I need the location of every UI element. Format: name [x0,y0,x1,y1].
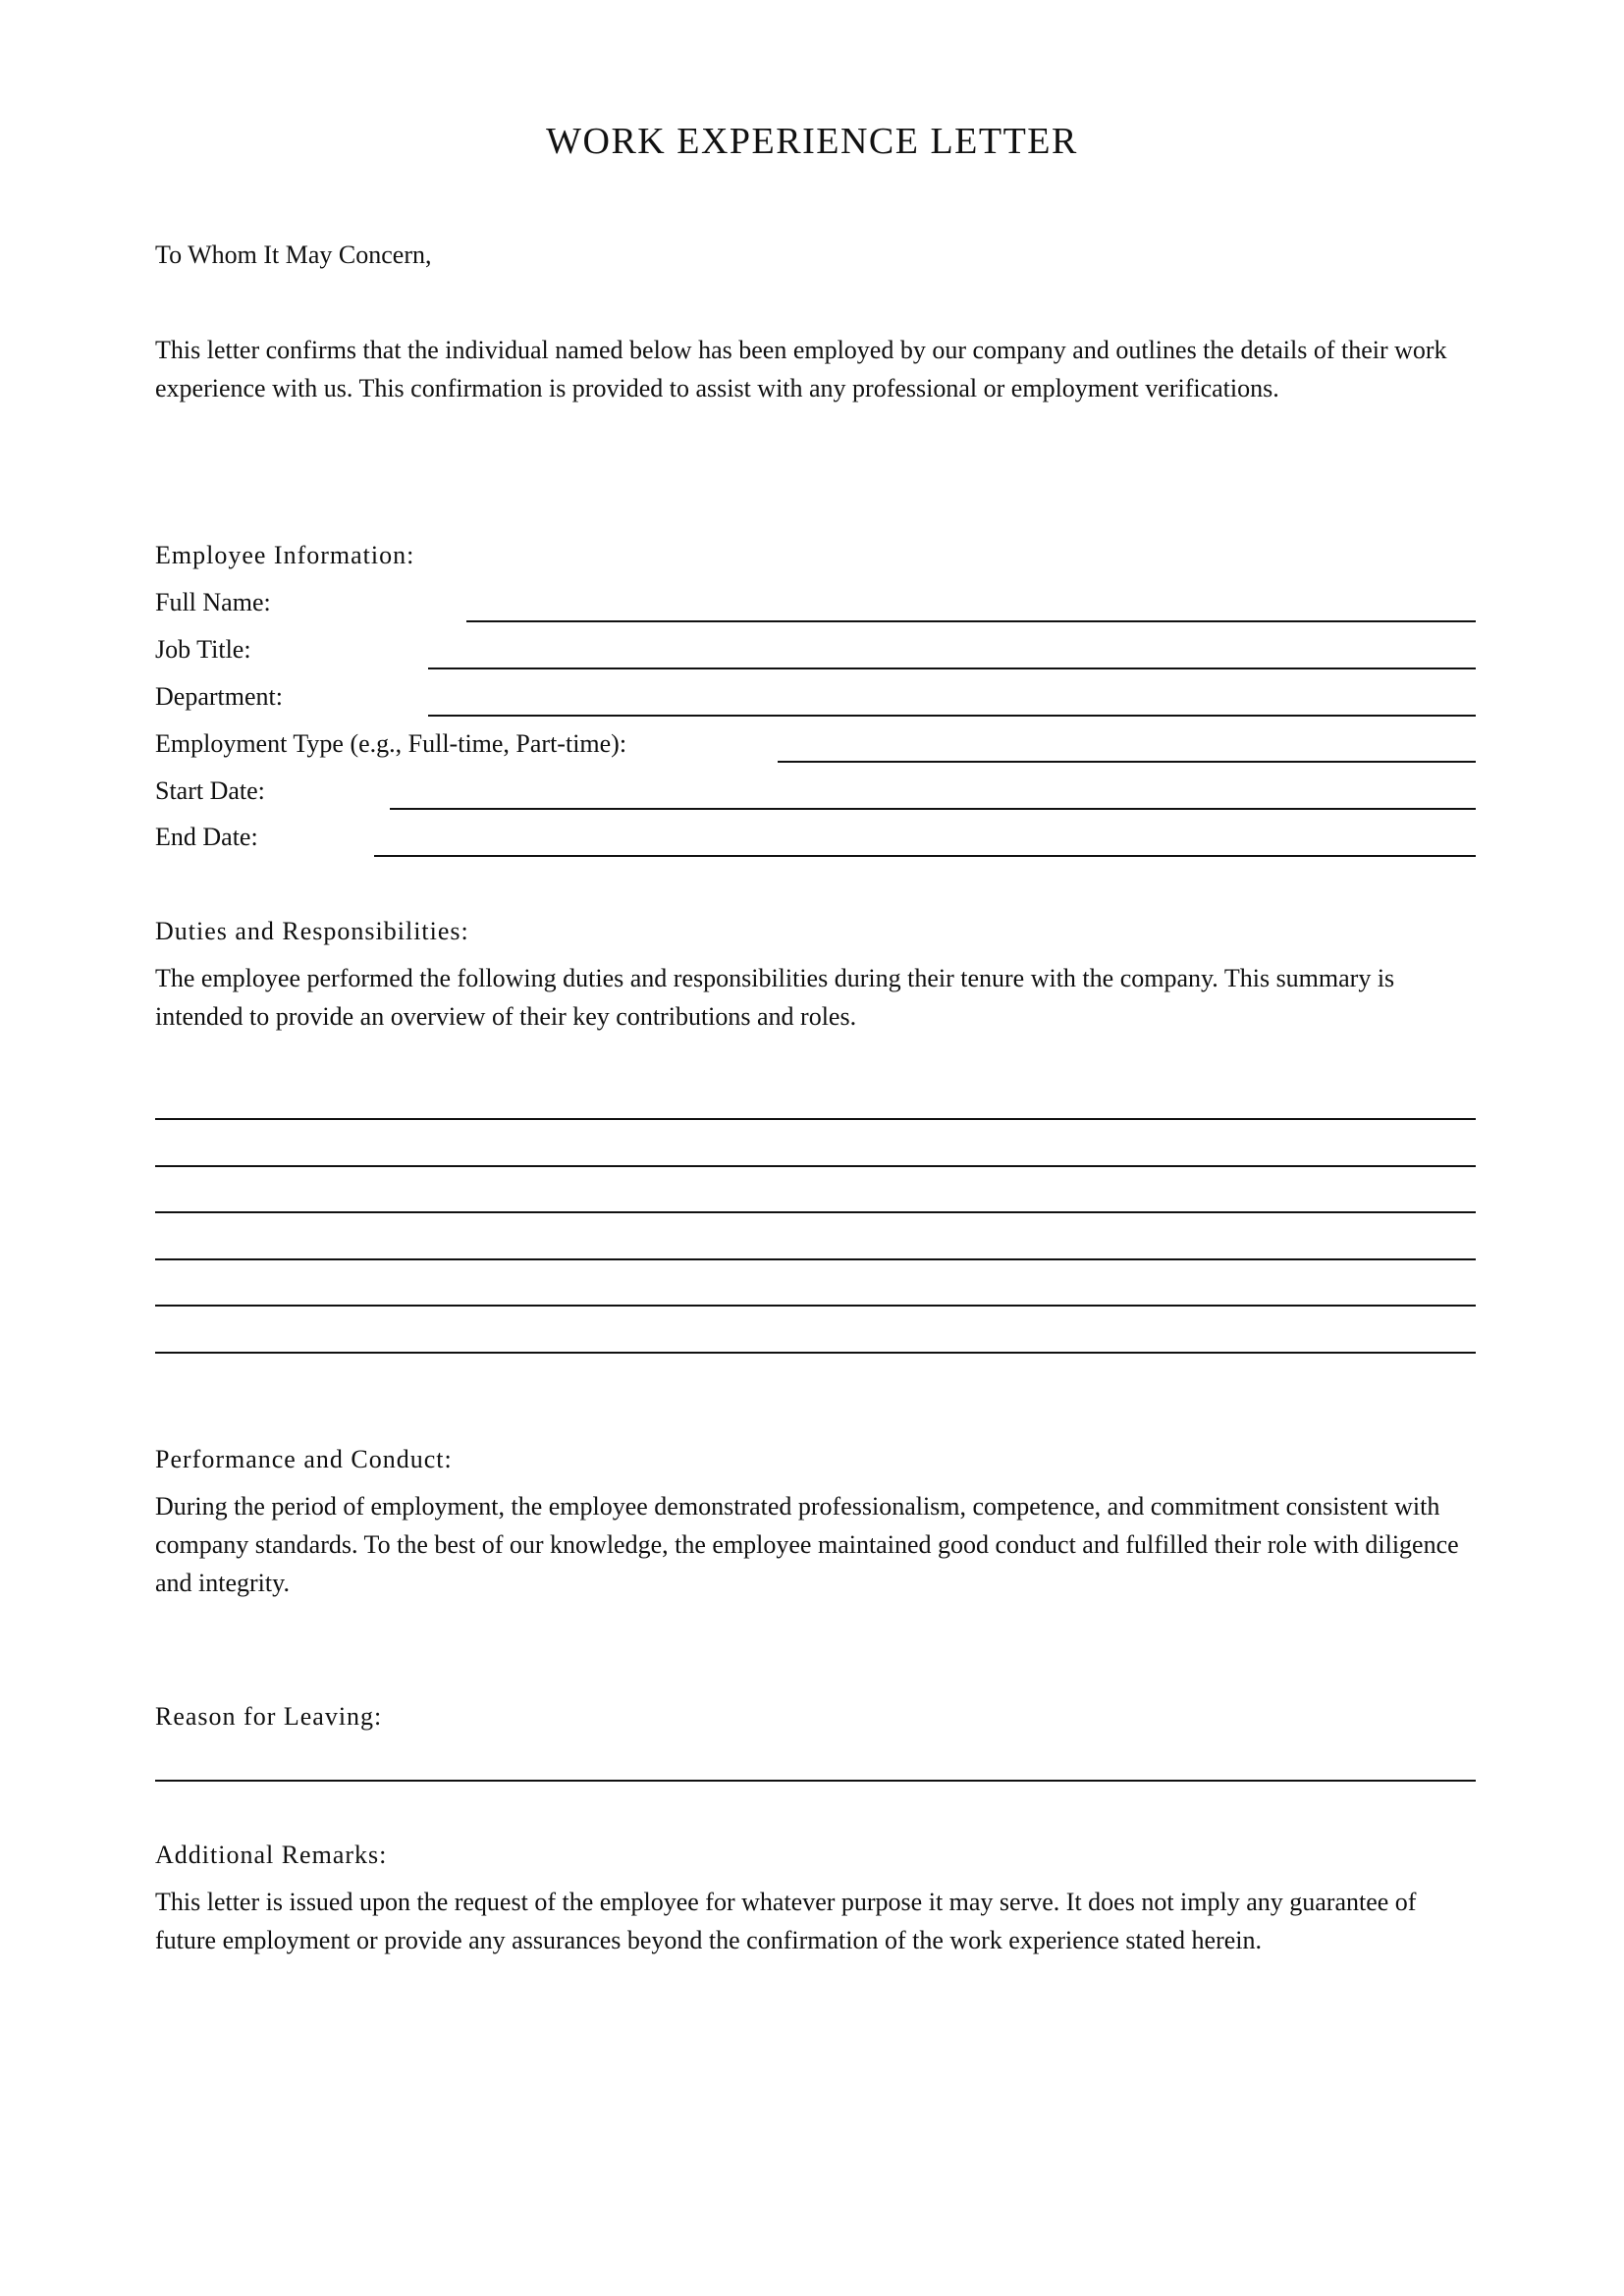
reason-for-leaving-field[interactable] [155,1780,1476,1782]
full-name-field[interactable] [466,620,1476,622]
duties-line[interactable] [155,1211,1476,1213]
start-date-label: Start Date: [155,776,265,805]
employment-type-field[interactable] [778,761,1476,763]
remarks-heading: Additional Remarks: [155,1841,388,1869]
document-title: WORK EXPERIENCE LETTER [546,121,1078,162]
duties-paragraph: The employee performed the following duties and responsibilities during their tenure with the company. This summary is intended to provide an overview of their key contributions and roles. [155,964,1395,1031]
end-date-label: End Date: [155,823,258,851]
end-date-field[interactable] [374,855,1476,857]
duties-line[interactable] [155,1258,1476,1260]
salutation: To Whom It May Concern, [155,240,432,269]
remarks-paragraph: This letter is issued upon the request of the employee for whatever purpose it may serve. It does not imply any guarantee of future employment or provide any assurances beyond the confirmation of the work experience stated herein. [155,1888,1417,1954]
duties-line[interactable] [155,1305,1476,1307]
performance-heading: Performance and Conduct: [155,1445,453,1473]
department-field[interactable] [428,715,1476,717]
duties-heading: Duties and Responsibilities: [155,917,469,945]
intro-paragraph: This letter confirms that the individual named below has been employed by our company and outlines the details of their work experience with us. This confirmation is provided to assist with any professional or employment verifications. [155,336,1447,402]
employment-type-label: Employment Type (e.g., Full-time, Part-time): [155,729,627,758]
job-title-label: Job Title: [155,635,251,664]
full-name-label: Full Name: [155,588,271,616]
duties-line[interactable] [155,1165,1476,1167]
department-label: Department: [155,682,283,711]
duties-line[interactable] [155,1118,1476,1120]
duties-line[interactable] [155,1352,1476,1354]
leaving-heading: Reason for Leaving: [155,1702,383,1731]
start-date-field[interactable] [390,808,1476,810]
job-title-field[interactable] [428,667,1476,669]
performance-paragraph: During the period of employment, the employee demonstrated professionalism, competence, and commitment consistent with company standards. To the best of our knowledge, the employee maintained good conduct and fulfilled their role with diligence and integrity. [155,1492,1459,1597]
employee-info-heading: Employee Information: [155,541,415,569]
